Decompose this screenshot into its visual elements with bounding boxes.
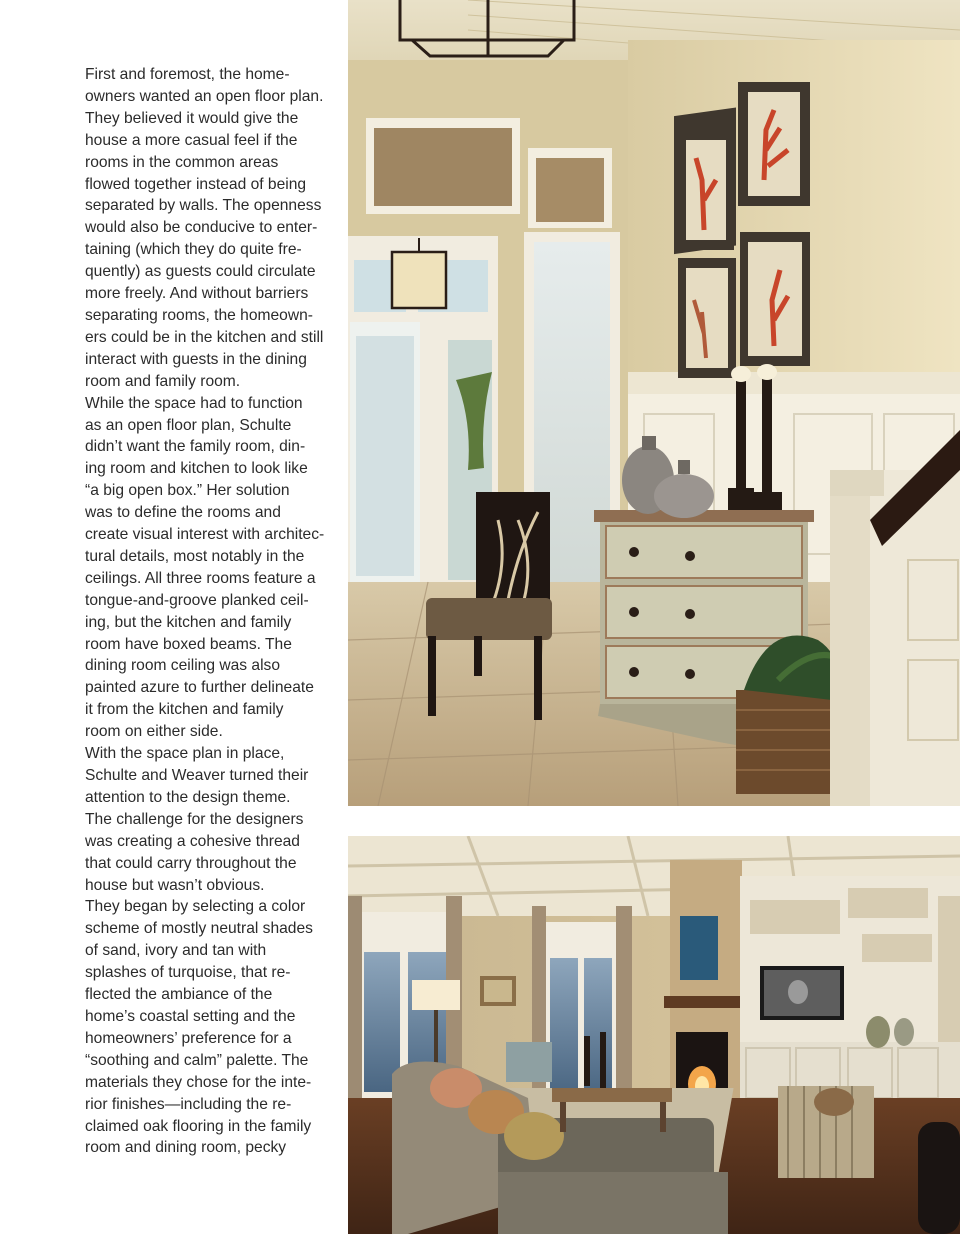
text-line: room on either side. [85, 723, 223, 741]
text-line: They began by selecting a color [85, 898, 306, 916]
text-line: that could carry throughout the [85, 854, 297, 872]
text-line: quently) as guests could circulate [85, 263, 316, 281]
text-line: While the space had to function [85, 394, 303, 412]
paragraph-3 [66, 743, 338, 896]
text-line: They believed it would give the [85, 109, 299, 127]
text-line: was to define the rooms and [85, 504, 281, 522]
text-line: claimed oak flooring in the family [85, 1117, 312, 1135]
text-line: splashes of turquoise, that re- [85, 964, 291, 982]
text-line: ers could be in the kitchen and still [85, 328, 324, 346]
paragraph-4 [66, 896, 338, 1159]
text-line: tongue-and-groove planked ceil- [85, 591, 309, 609]
text-line: separated by walls. The openness [85, 197, 322, 215]
text-line: The challenge for the designers [85, 810, 304, 828]
text-line: “a big open box.” Her solution [85, 482, 290, 500]
text-line: flected the ambiance of the [85, 986, 273, 1004]
text-line: ing, but the kitchen and family [85, 613, 292, 631]
text-line: more freely. And without barriers [85, 285, 309, 303]
foyer-photo [348, 0, 960, 806]
text-line: attention to the design theme. [85, 788, 291, 806]
text-line: house but wasn’t obvious. [85, 876, 265, 894]
text-line: of sand, ivory and tan with [85, 942, 267, 960]
text-line: home’s coastal setting and the [85, 1007, 296, 1025]
text-line: as an open floor plan, Schulte [85, 416, 292, 434]
text-line: would also be conducive to enter- [85, 219, 318, 237]
text-line: owners wanted an open floor plan. [85, 87, 324, 105]
text-line: room and dining room, pecky [85, 1139, 287, 1157]
text-line: rior finishes—including the re- [85, 1095, 292, 1113]
text-line: it from the kitchen and family [85, 701, 284, 719]
text-line: dining room ceiling was also [85, 657, 281, 675]
text-line: rooms in the common areas [85, 153, 279, 171]
paragraph-1 [66, 64, 338, 393]
text-line: “soothing and calm” palette. The [85, 1051, 309, 1069]
text-line: flowed together instead of being [85, 175, 307, 193]
text-line: room have boxed beams. The [85, 635, 292, 653]
text-line: create visual interest with architec- [85, 526, 325, 544]
text-line: was creating a cohesive thread [85, 832, 300, 850]
text-line: interact with guests in the dining [85, 350, 307, 368]
article-text-column [66, 64, 338, 1159]
text-line: scheme of mostly neutral shades [85, 920, 313, 938]
paragraph-2 [66, 393, 338, 744]
text-line: Schulte and Weaver turned their [85, 767, 309, 784]
text-line: tural details, most notably in the [85, 547, 305, 565]
family-room-photo [348, 836, 960, 1234]
text-line: painted azure to further delineate [85, 679, 314, 697]
text-line: room and family room. [85, 372, 241, 390]
text-line: With the space plan in place, [85, 745, 285, 763]
text-line: homeowners’ preference for a [85, 1029, 292, 1047]
text-line: materials they chose for the inte- [85, 1073, 312, 1091]
text-line: First and foremost, the home- [85, 66, 290, 83]
text-line: didn’t want the family room, din- [85, 438, 306, 456]
text-line: house a more casual feel if the [85, 131, 298, 149]
text-line: taining (which they do quite fre- [85, 241, 302, 259]
text-line: ing room and kitchen to look like [85, 460, 308, 478]
text-line: separating rooms, the homeown- [85, 306, 313, 324]
text-line: ceilings. All three rooms feature a [85, 569, 316, 587]
